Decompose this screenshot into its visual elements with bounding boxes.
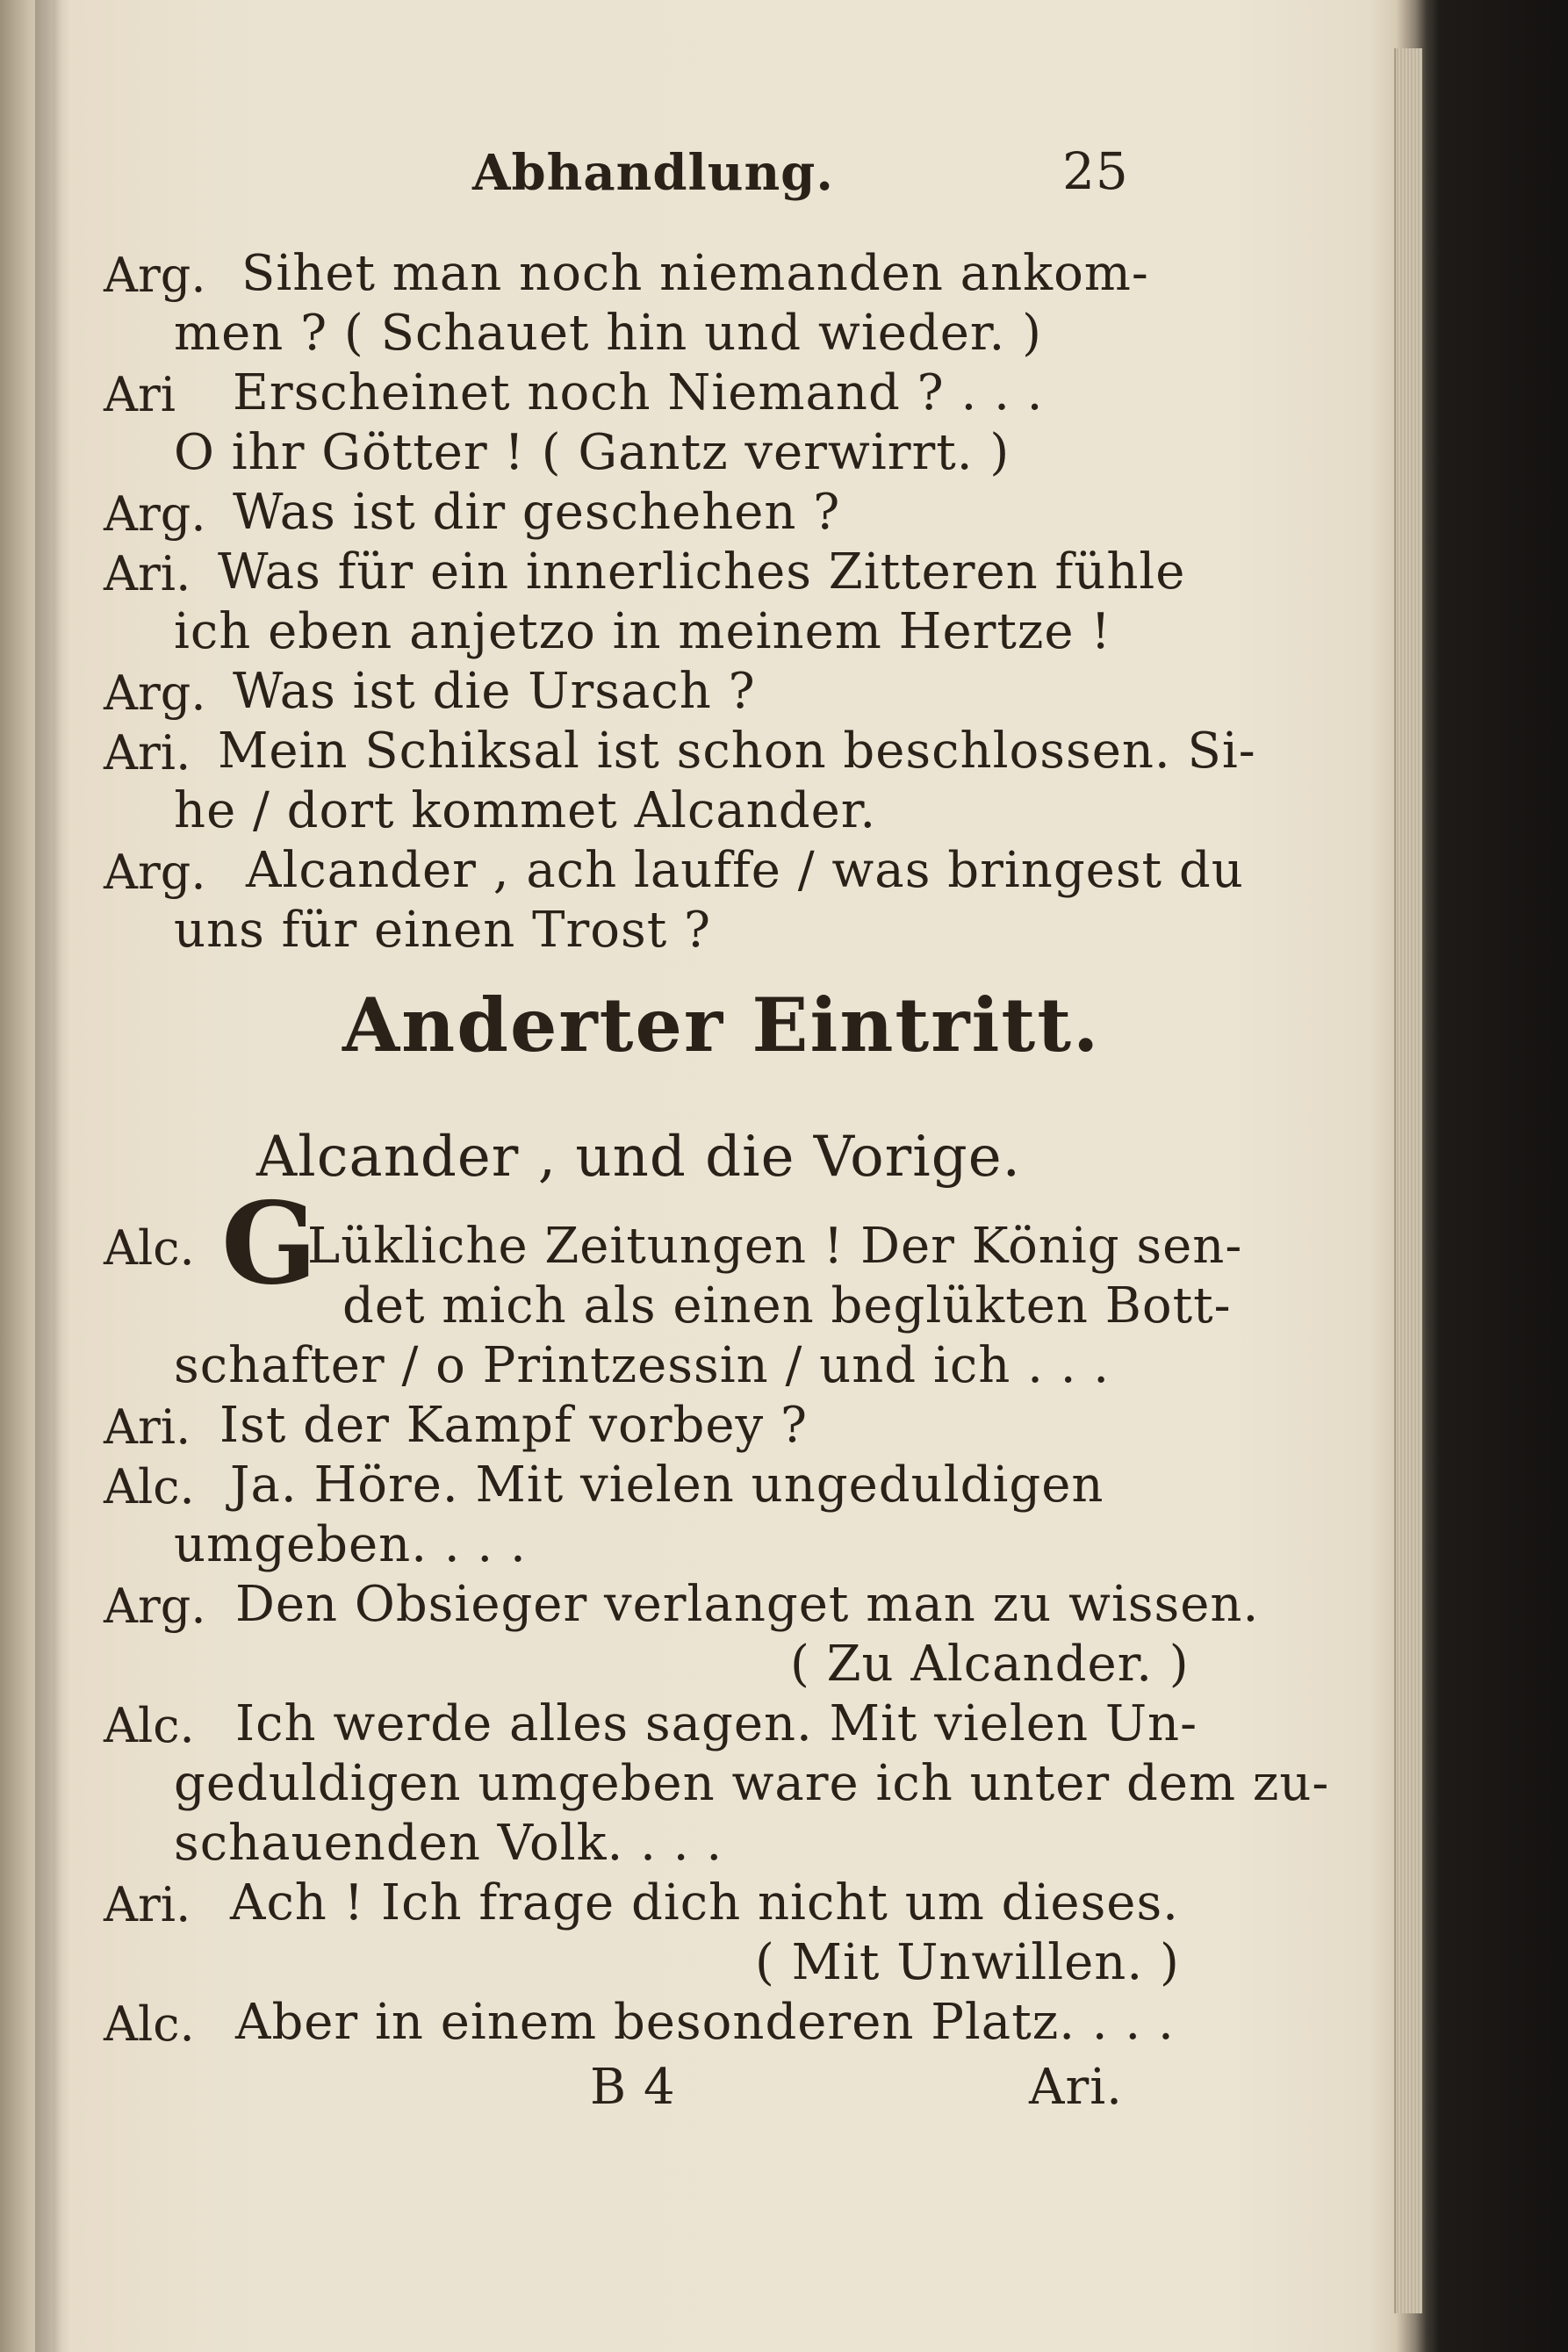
text-line: ich eben anjetzo in meinem Hertze ! xyxy=(174,603,1111,660)
catchword: Ari. xyxy=(1029,2059,1123,2116)
running-title: Abhandlung. xyxy=(472,144,834,202)
speaker-label: Arg. xyxy=(104,845,206,900)
text-line: Ach ! Ich frage dich nicht um dieses. xyxy=(230,1874,1179,1931)
speaker-label: Alc. xyxy=(104,1996,195,2052)
text-line: Sihet man noch niemanden ankom- xyxy=(241,245,1149,302)
speaker-label: Ari xyxy=(104,367,176,422)
speaker-label: Arg. xyxy=(104,1579,206,1634)
text-line: Alcander , ach lauffe / was bringest du xyxy=(246,842,1244,899)
text-line: Ist der Kampf vorbey ? xyxy=(219,1397,808,1454)
gutter-shadow xyxy=(35,0,70,2352)
text-line: schauenden Volk. . . . xyxy=(174,1815,723,1872)
stage-direction: ( Mit Unwillen. ) xyxy=(755,1934,1180,1991)
stage-direction: ( Zu Alcander. ) xyxy=(790,1636,1190,1693)
speaker-label: Ari. xyxy=(104,725,191,780)
text-line: men ? ( Schauet hin und wieder. ) xyxy=(174,305,1042,362)
text-line: Mein Schiksal ist schon beschlossen. Si- xyxy=(218,723,1256,780)
text-line: Was ist dir geschehen ? xyxy=(233,484,841,541)
page-number: 25 xyxy=(1062,141,1129,201)
text-line: Erscheinet noch Niemand ? . . . xyxy=(233,364,1044,421)
text-line: det mich als einen beglükten Bott- xyxy=(342,1277,1232,1334)
speaker-label: Alc. xyxy=(104,1698,195,1753)
speaker-label: Ari. xyxy=(104,546,191,601)
speaker-label: Arg. xyxy=(104,248,206,303)
text-line: Ich werde alles sagen. Mit vielen Un- xyxy=(235,1695,1198,1752)
text-line: Was ist die Ursach ? xyxy=(233,663,756,720)
text-line: Aber in einem besonderen Platz. . . . xyxy=(235,1994,1175,2051)
text-line: O ihr Götter ! ( Gantz verwirrt. ) xyxy=(174,424,1011,481)
text-line: Den Obsieger verlanget man zu wissen. xyxy=(235,1576,1260,1633)
text-line: Ja. Höre. Mit vielen ungeduldigen xyxy=(230,1457,1104,1514)
speaker-label: Ari. xyxy=(104,1877,191,1932)
text-line: he / dort kommet Alcander. xyxy=(174,782,877,839)
page-block-edges xyxy=(1394,48,1422,2313)
text-line: schafter / o Printzessin / und ich . . . xyxy=(174,1337,1111,1394)
scene-title: Anderter Eintritt. xyxy=(342,982,1101,1068)
drop-capital: G xyxy=(221,1178,318,1310)
speaker-label: Arg. xyxy=(104,665,206,721)
text-line: Was für ein innerliches Zitteren fühle xyxy=(218,543,1186,601)
text-line: umgeben. . . . xyxy=(174,1516,527,1573)
text-line: Lükliche Zeitungen ! Der König sen- xyxy=(307,1218,1243,1275)
text-line: geduldigen umgeben ware ich unter dem zu- xyxy=(174,1755,1330,1812)
scene-persons: Alcander , und die Vorige. xyxy=(256,1125,1021,1190)
speaker-label: Arg. xyxy=(104,486,206,542)
text-line: uns für einen Trost ? xyxy=(174,902,712,959)
speaker-label: Alc. xyxy=(104,1459,195,1514)
speaker-label: Ari. xyxy=(104,1399,191,1455)
signature-mark: B 4 xyxy=(590,2059,676,2116)
speaker-label: Alc. xyxy=(104,1220,195,1276)
